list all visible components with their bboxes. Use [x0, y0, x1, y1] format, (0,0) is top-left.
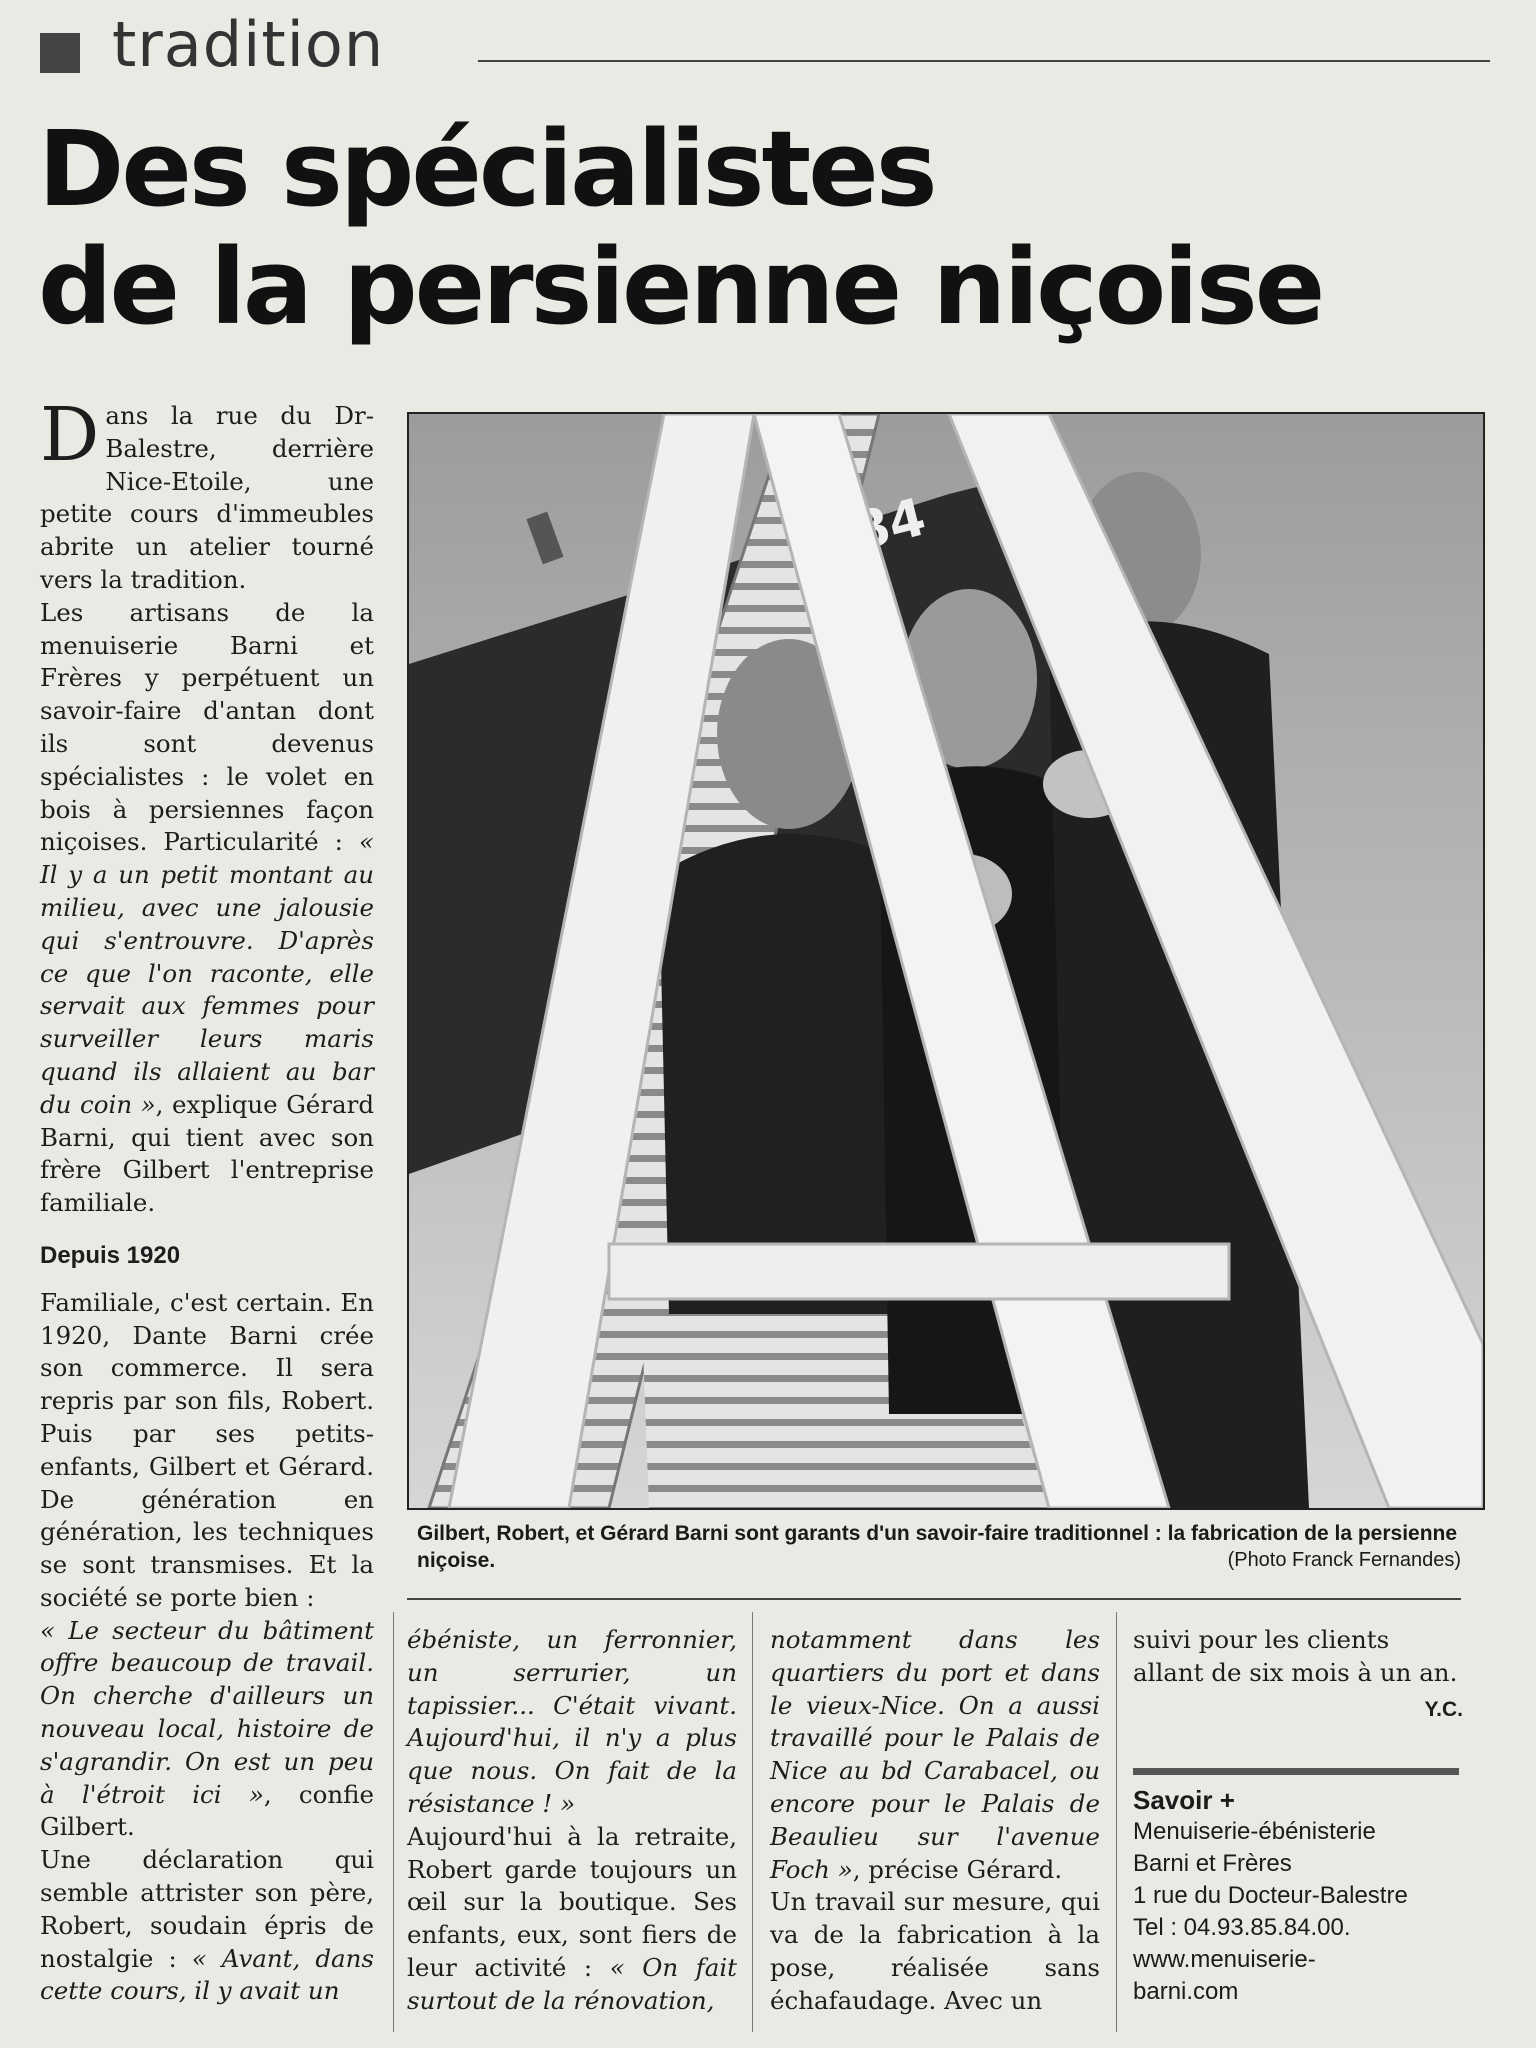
- info-box-phone: Tel : 04.93.85.84.00.: [1133, 1914, 1351, 1941]
- author-signature: Y.C.: [1424, 1697, 1463, 1721]
- drop-cap: D: [40, 392, 100, 478]
- column-2-paragraph: Aujourd'hui à la retraite, Robert garde toujours un œil sur la boutique. Ses enfants, eux, sont fiers de leur activité : « On fait surtout de la rénovation,: [407, 1821, 738, 2015]
- intro-paragraph: Dans la rue du Dr-Balestre, derrière Nice-Etoile, une petite cours d'immeubles abrite un atelier tourné vers la tradition.: [40, 392, 374, 594]
- article-column-4: [1133, 1624, 1463, 1726]
- article-column-2: [407, 1624, 737, 2018]
- photo-credit: (Photo Franck Fernandes): [1227, 1549, 1461, 1571]
- section-marker: [40, 33, 80, 73]
- photo-caption: [417, 1520, 1461, 1574]
- info-box-line: Menuiserie-ébénisterie: [1133, 1818, 1376, 1845]
- article-column-1: [40, 392, 374, 2008]
- section-label: tradition: [112, 8, 385, 81]
- subheading: Depuis 1920: [40, 1241, 181, 1269]
- column-4-paragraph: suivi pour les clients allant de six mois à un an.: [1133, 1625, 1458, 1687]
- column-3-quote: notamment dans les quartiers du port et dans le vieux-Nice. On a aussi travaillé pour le Palais de Nice au bd Carabacel, ou encore pour le Palais de Beaulieu sur l'avenue Foch », précise Gérard.: [770, 1625, 1100, 1884]
- info-box-title: Savoir +: [1133, 1785, 1235, 1815]
- history-paragraph-2: Une déclaration qui semble attrister son père, Robert, soudain épris de nostalgie : « Avant, dans cette cours, il y avait un: [40, 1845, 374, 2006]
- column-2-quote: ébéniste, un ferronnier, un serrurier, un tapissier... C'était vivant. Aujourd'hui, il n'y a plus que nous. On fait de la résistance ! »: [407, 1625, 737, 1818]
- section-rule: [478, 60, 1490, 62]
- column-3-paragraph: Un travail sur mesure, qui va de la fabrication à la pose, réalisée sans échafaudage. Avec un: [770, 1887, 1100, 2015]
- info-box-rule: [1133, 1768, 1459, 1775]
- column-divider: [393, 1612, 394, 2032]
- photo-illustration: [409, 414, 1483, 1508]
- history-quote: « Le secteur du bâtiment offre beaucoup de travail. On cherche d'ailleurs un nouveau local, histoire de s'agrandir. On est un peu à l'étroit ici », confie Gilbert.: [40, 1615, 374, 1842]
- headline-line-1: Des spécialistes: [38, 108, 935, 230]
- article-column-3: [770, 1624, 1100, 2018]
- info-box: [1133, 1784, 1463, 2008]
- quote: « Il y a un petit montant au milieu, avec une jalousie qui s'entrouvre. D'après ce que l'on raconte, elle servait aux femmes pour surveiller leurs maris quand ils allaient au bar du coin »: [40, 827, 374, 1119]
- history-paragraph: Familiale, c'est certain. En 1920, Dante Barni crée son commerce. Il sera repris par son fils, Robert. Puis par ses petits-enfants, Gilbert et Gérard. De génération en génération, les techniques se sont transmises. Et la société se porte bien :: [40, 1287, 374, 1612]
- info-box-address: 1 rue du Docteur-Balestre: [1133, 1882, 1408, 1909]
- info-box-line: Barni et Frères: [1133, 1850, 1292, 1877]
- column-divider: [1116, 1612, 1117, 2032]
- intro-paragraph-2: Les artisans de la menuiserie Barni et Frères y perpétuent un savoir-faire d'antan dont ils sont devenus spécialistes : le volet en bois à persiennes façon niçoises. Particularité : « Il y a un petit montant au milieu, avec une jalousie qui s'entrouvre. D'après ce que l'on raconte, elle servait aux femmes pour surveiller leurs maris quand ils allaient au bar du coin », explique Gérard Barni, qui tient avec son frère Gilbert l'entreprise familiale.: [40, 597, 374, 1218]
- info-box-website-2: barni.com: [1133, 1978, 1239, 2005]
- column-divider: [752, 1612, 753, 2032]
- headline-line-2: de la persienne niçoise: [38, 226, 1323, 348]
- caption-text: Gilbert, Robert, et Gérard Barni sont garants d'un savoir-faire traditionnel : la fabrication de la persienne niçoise.: [417, 1522, 1458, 1572]
- caption-rule: [407, 1598, 1461, 1600]
- info-box-website: www.menuiserie-: [1133, 1946, 1316, 1973]
- headline: [38, 110, 1322, 346]
- article-photo: [407, 412, 1485, 1510]
